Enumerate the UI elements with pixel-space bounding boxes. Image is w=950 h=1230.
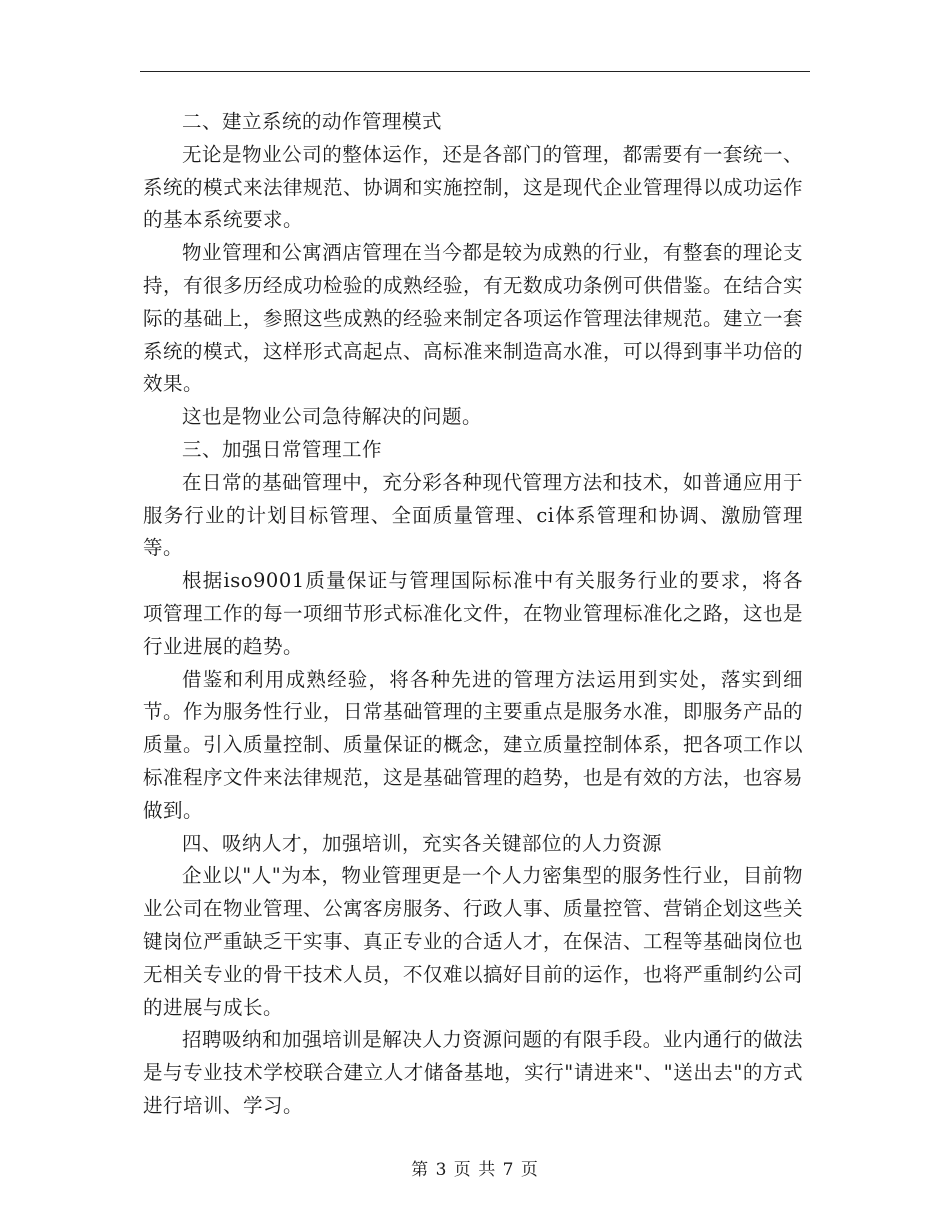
paragraph: 企业以"人"为本，物业管理更是一个人力密集型的服务性行业，目前物业公司在物业管理、公寓客房服务、行政人事、质量控管、营销企划这些关键岗位严重缺乏干实事、真正专业的合适人才，在保洁、工程等基础岗位也无相关专业的骨干技术人员，不仅难以搞好目前的运作，也将严重制约公司的进展与成长。 bbox=[143, 864, 804, 1019]
paragraph: 招聘吸纳和加强培训是解决人力资源问题的有限手段。业内通行的做法是与专业技术学校联合建立人才储备基地，实行"请进来"、"送出去"的方式进行培训、学习。 bbox=[143, 1028, 803, 1117]
paragraph: 物业管理和公寓酒店管理在当今都是较为成熟的行业，有整套的理论支持，有很多历经成功检验的成熟经验，有无数成功条例可供借鉴。在结合实际的基础上，参照这些成熟的经验来制定各项运作管理法律规范。建立一套系统的模式，这样形式高起点、高标准来制造高水准，可以得到事半功倍的效果。 bbox=[143, 241, 804, 396]
paragraph: 无论是物业公司的整体运作，还是各部门的管理，都需要有一套统一、系统的模式来法律规范、协调和实施控制，这是现代企业管理得以成功运作的基本系统要求。 bbox=[143, 142, 804, 232]
section-heading-2: 二、建立系统的动作管理模式 bbox=[182, 110, 443, 133]
paragraph: 根据iso9001质量保证与管理国际标准中有关服务行业的要求，将各项管理工作的每一项细节形式标准化文件，在物业管理标准化之路，这也是行业进展的趋势。 bbox=[143, 569, 804, 658]
document-body bbox=[143, 106, 803, 1123]
section-heading-4: 四、吸纳人才，加强培训，充实各关键部位的人力资源 bbox=[182, 831, 663, 855]
header-rule bbox=[140, 71, 810, 72]
paragraph: 这也是物业公司急待解决的问题。 bbox=[182, 405, 483, 429]
page-footer: 第 3 页 共 7 页 bbox=[411, 1160, 539, 1180]
section-heading-3: 三、加强日常管理工作 bbox=[182, 437, 383, 461]
paragraph: 借鉴和利用成熟经验，将各种先进的管理方法运用到实处，落实到细节。作为服务性行业，日常基础管理的主要重点是服务水准，即服务产品的质量。引入质量控制、质量保证的概念，建立质量控制体系，把各项工作以标准程序文件来法律规范，这是基础管理的趋势，也是有效的方法，也容易做到。 bbox=[143, 667, 804, 822]
paragraph: 在日常的基础管理中，充分彩各种现代管理方法和技术，如普通应用于服务行业的计划目标管理、全面质量管理、ci体系管理和协调、激励管理等。 bbox=[143, 470, 803, 560]
